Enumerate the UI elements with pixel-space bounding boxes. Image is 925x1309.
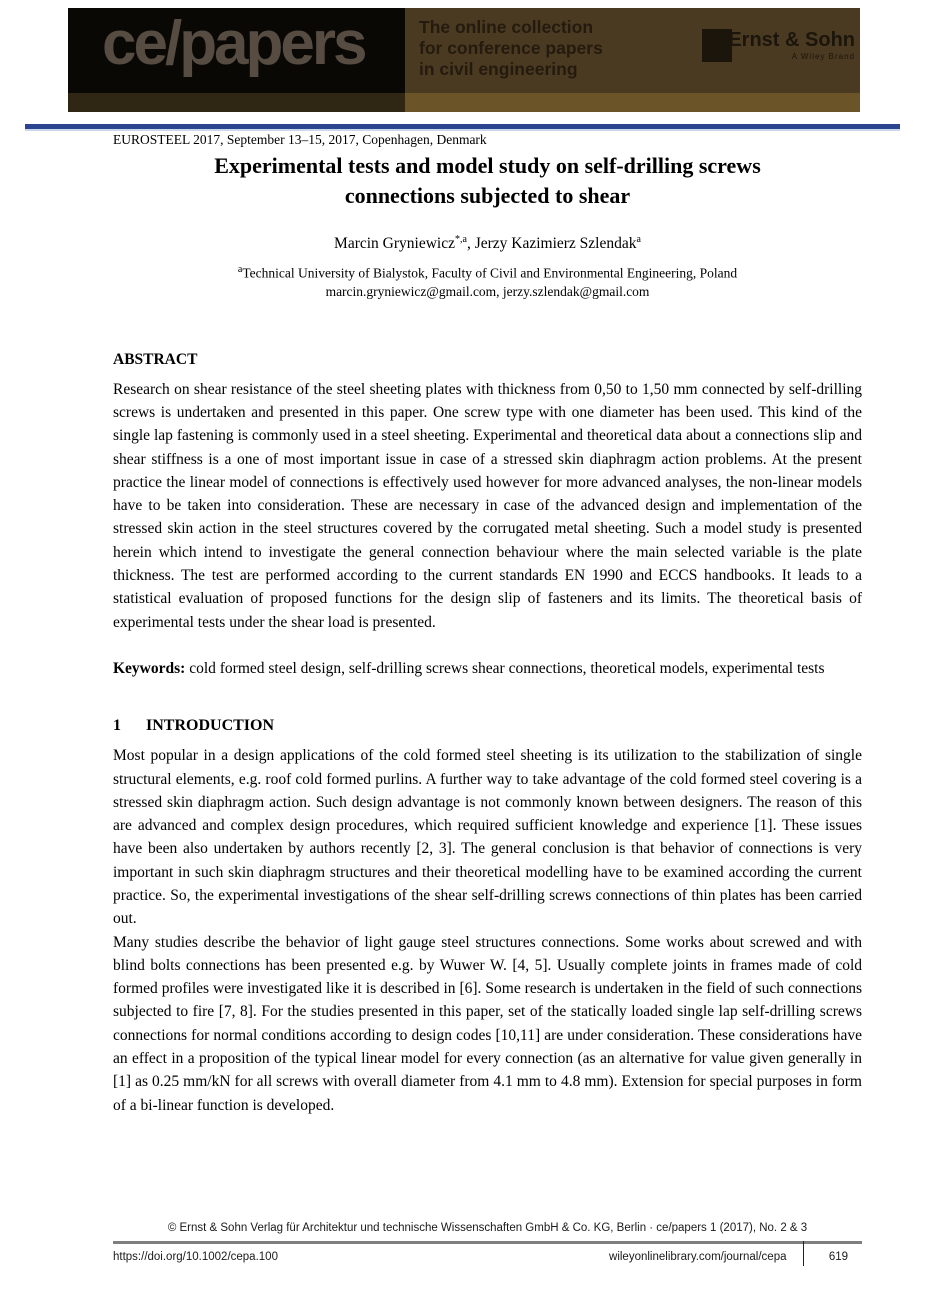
publisher-sub-brand: A Wiley Brand <box>791 52 855 61</box>
tagline-line-2: for conference papers <box>419 38 603 58</box>
keywords-line <box>113 657 862 680</box>
author-emails: marcin.gryniewicz@gmail.com, jerzy.szlendak@gmail.com <box>325 283 650 299</box>
abstract-body: Research on shear resistance of the steel sheeting plates with thickness from 0,50 to 1,50 mm connected by self-drilling screws is undertaken and presented in this paper. One screw type with one diameter has been used. This kind of the single lap fastening is commonly used in a steel sheeting. Experimental and theoretical data about a connections slip and shear stiffness is a one of most important issue in case of a stressed skin diaphragm action problems. At the present practice the linear model of connections is effectively used however for more advanced analyses, the non-linear models have to be taken into consideration. These are necessary in case of the advanced design and implementation of the stressed skin action in the steel structures covered by the corrugated metal sheeting. Such a model study is presented herein which intend to investigate the general connection behaviour where the main selected variable is the plate thickness. The test are performed according to the current standards EN 1990 and ECCS handbooks. It leads to a statistical evaluation of proposed functions for the design slip of fasteners and its limits. The theoretical basis of experimental tests under the shear load is presented. <box>113 380 862 631</box>
footer-bottom-row <box>113 1251 862 1267</box>
intro-paragraph-1: Most popular in a design applications of the cold formed steel sheeting is its utilization to the stabilization of single structural elements, e.g. roof cold formed purlins. A further way to take advantage of the cold formed steel covering is a stressed skin diaphragm action. Such design advantage is not commonly known between designers. The reason of this are advanced and complex design procedures, which required sufficient knowledge and experience [1]. These issues have been also undertaken by authors recently [2, 3]. The general conclusion is that behavior of connections is very important in such skin diaphragm structures and their theoretical modelling have to be examined according the current practice. So, the experimental investigations of the shear self-drilling screws connections of thin plates has been carried out. <box>113 747 862 928</box>
cepapers-logo: ce/papers <box>102 9 365 78</box>
affiliation-superscript: a <box>237 264 243 276</box>
banner-tagline-panel <box>405 8 860 93</box>
paper-title-line-1: Experimental tests and model study on self-drilling screws <box>214 153 761 178</box>
keywords-label: Keywords: <box>113 659 186 677</box>
conference-line: EUROSTEEL 2017, September 13–15, 2017, Copenhagen, Denmark <box>113 132 487 147</box>
tagline-line-1: The online collection <box>419 17 594 37</box>
banner-strip-left <box>68 93 405 112</box>
authors-line <box>113 234 862 253</box>
tagline-line-3: in civil engineering <box>419 59 578 79</box>
affiliation-line <box>113 264 862 282</box>
author-1: Marcin Gryniewicz <box>334 235 455 253</box>
author-separator: , <box>466 235 475 253</box>
footer-rule <box>113 1241 862 1244</box>
keywords-text: cold formed steel design, self-drilling screws shear connections, theoretical models, experimental tests <box>185 659 825 677</box>
journal-banner <box>68 8 860 112</box>
page-number: 619 <box>828 1250 848 1263</box>
banner-strip-right <box>405 93 860 112</box>
ernst-sohn-logo <box>702 29 855 62</box>
journal-url: wileyonlinelibrary.com/journal/cepa <box>609 1250 787 1263</box>
doi-text: https://doi.org/10.1002/cepa.100 <box>113 1250 278 1263</box>
header-rule-light <box>25 129 900 131</box>
intro-paragraph-2: Many studies describe the behavior of light gauge steel structures connections. Some works about screwed and with blind bolts connections has been presented e.g. by Wuwer W. [4, 5]. Usually complete joints in frames made of cold formed profiles were investigated like it is described in [6]. Some research is undertaken in the field of such connections subjected to fire [7, 8]. For the studies presented in this paper, set of the statically loaded single lap self-drilling screws connections for normal conditions according to design codes [10,11] are under consideration. These considerations have an effect in a proposition of the typical linear model for every connection (as an alternative for value given generally in [1] as 0.25 mm/kN for all screws with overall diameter from 4.1 mm to 4.8 mm). Extension for special purposes in form of a bi-linear function is developed. <box>113 933 862 1114</box>
section-title: INTRODUCTION <box>146 717 275 735</box>
section-number: 1 <box>113 717 121 735</box>
article-content <box>113 132 862 1117</box>
footer-divider <box>803 1241 805 1266</box>
paper-title-line-2: connections subjected to shear <box>344 183 631 208</box>
ernst-sohn-logo-text <box>728 29 855 61</box>
author-2: Jerzy Kazimierz Szlendak <box>474 235 637 253</box>
banner-main <box>68 8 860 93</box>
banner-logo-panel <box>68 8 405 93</box>
abstract-heading: ABSTRACT <box>113 350 198 368</box>
publisher-name: Ernst & Sohn <box>728 29 855 51</box>
author-2-superscript: a <box>636 234 641 245</box>
section-heading-introduction <box>113 717 862 735</box>
page-footer <box>113 1222 862 1266</box>
author-1-superscript: *,a <box>454 234 467 245</box>
banner-bottom-strip <box>68 93 860 112</box>
copyright-line: © Ernst & Sohn Verlag für Architektur und technische Wissenschaften GmbH & Co. KG, Berlin · ce/papers 1 (2017), No. 2 & 3 <box>167 1222 808 1234</box>
paper-title <box>113 151 862 211</box>
affiliation-text: Technical University of Bialystok, Faculty of Civil and Environmental Engineering, Poland <box>242 265 738 281</box>
